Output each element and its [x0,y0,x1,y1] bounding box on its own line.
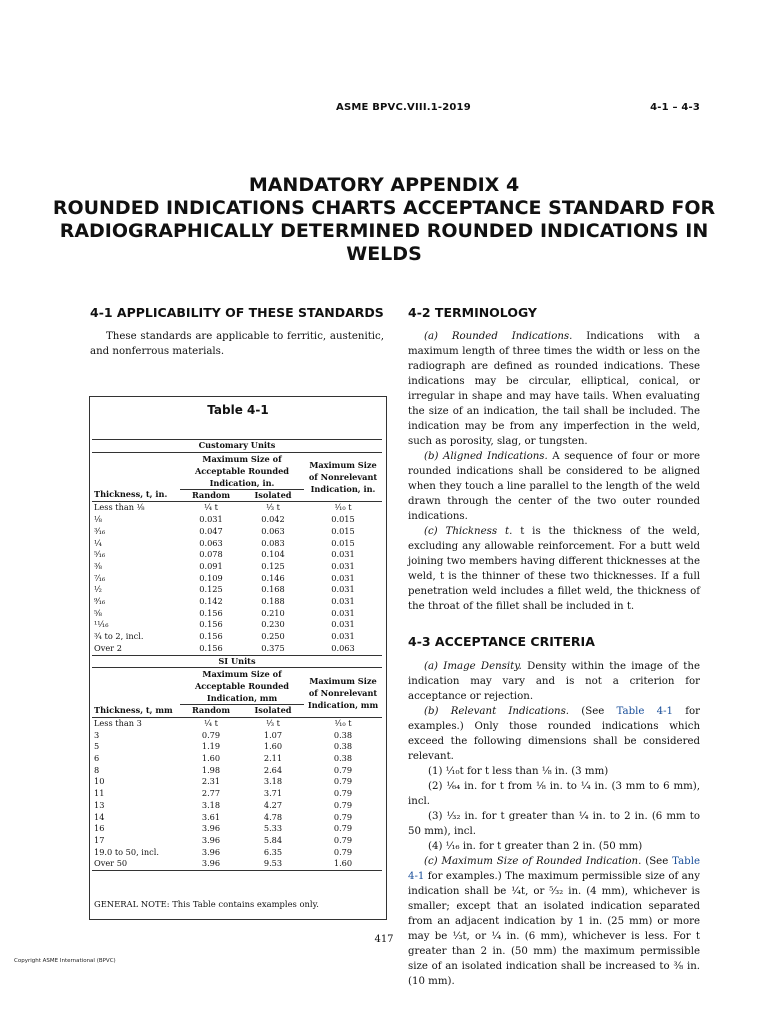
si-cell: 0.38 [333,753,353,764]
title-line-2: ROUNDED INDICATIONS CHARTS ACCEPTANCE STANDARD FOR [52,197,716,219]
customary-cell: 0.031 [331,549,355,560]
si-cell: 16 [94,823,105,834]
criteria-b-label: (b) Relevant Indications. [424,706,570,717]
si-cell: 6 [94,753,100,764]
customary-cell: 0.125 [199,584,223,595]
customary-cell: 0.031 [331,619,355,630]
appendix-title [40,174,728,266]
running-header-title: ASME BPVC.VIII.1-2019 [336,102,471,113]
customary-cell: ³⁄₈ [94,560,102,571]
customary-cell: 0.031 [331,560,355,571]
si-row [92,800,382,812]
table-4-1-grid [92,439,382,871]
customary-cell: ¹⁄₈ [94,514,102,525]
customary-cell: 0.063 [331,642,355,653]
criteria-b-pre: (See [569,706,617,717]
si-cell: 17 [94,834,105,845]
customary-cell: ¹⁄₄ [94,537,102,548]
customary-cell: 0.031 [331,584,355,595]
table-general-note: GENERAL NOTE: This Table contains examples only. [94,899,319,909]
terminology-c [408,524,700,614]
title-line-1: MANDATORY APPENDIX 4 [248,174,520,196]
criteria-b-item-3: (3) ¹⁄₃₂ in. for t greater than ¹⁄₄ in. to 2 in. (6 mm to 50 mm), incl. [408,811,700,837]
si-random-header: Random [180,705,242,718]
si-cell: 0.79 [333,846,353,857]
si-cell: 3.96 [201,858,221,869]
si-cell: 0.79 [333,811,353,822]
customary-cell: 0.156 [199,619,223,630]
criteria-c-label: (c) Maximum Size of Rounded Indication. [424,856,642,867]
si-cell: 0.79 [333,834,353,845]
si-cell: 4.78 [263,811,283,822]
terminology-a-text: Indications with a maximum length of three times the width or less on the radiograph are defined as rounded indications. These indications may be circular, elliptical, conical, or irregular in shape and may have tails. When evaluating the size of an indication, the tail shall be included. The indication may be from any imperfection in the weld, such as porosity, slag, or tungsten. [408,331,701,447]
customary-cell: 0.031 [331,596,355,607]
si-cell: 11 [94,788,105,799]
customary-cell: 0.188 [261,596,285,607]
si-isolated-header: Isolated [242,705,304,718]
si-row [92,765,382,777]
si-cell: 10 [94,776,105,787]
terminology-b-text: A sequence of four or more rounded indications shall be considered to be aligned when they touch a line parallel to the length of the weld drawn through the center of the two outer rounded indications. [408,451,700,522]
si-row [92,812,382,824]
customary-cell: ¹⁄₄ t [204,502,218,513]
customary-cell: 0.156 [199,642,223,653]
customary-cell: ³⁄₁₆ [94,525,106,536]
section-4-1-text: These standards are applicable to ferritic, austenitic, and nonferrous materials. [90,331,384,357]
si-cell: 2.11 [263,753,283,764]
si-cell: 3 [94,729,100,740]
si-cell: 3.18 [263,776,283,787]
section-4-1-heading: 4-1 APPLICABILITY OF THESE STANDARDS [90,305,384,320]
si-cell: 19.0 to 50, incl. [94,846,159,857]
si-cell: 1.60 [333,858,353,869]
si-cell: 0.79 [333,823,353,834]
si-cell: 3.61 [201,811,221,822]
section-4-1-body [90,329,384,359]
si-cell: 0.79 [333,776,353,787]
si-cell: 3.96 [201,834,221,845]
terminology-b-label: (b) Aligned Indications. [424,451,548,462]
section-4-2-body [408,329,700,614]
customary-nonrelevant-header: Maximum Size of Nonrelevant Indication, in. [308,460,378,495]
si-cell: ¹⁄₄ t [204,717,218,728]
customary-row [92,619,382,631]
criteria-b-item-1: (1) ¹⁄₁₀t for t less than ¹⁄₈ in. (3 mm) [428,766,609,777]
customary-cell: 0.047 [199,525,223,536]
table-title: Table 4-1 [207,403,269,417]
customary-cell: ¹⁄₂ [94,584,102,595]
si-nonrelevant-header: Maximum Size of Nonrelevant Indication, mm [307,675,379,710]
si-cell: 0.79 [333,764,353,775]
si-cell: 2.64 [263,764,283,775]
criteria-b-item-4: (4) ¹⁄₁₆ in. for t greater than 2 in. (50 mm) [428,841,643,852]
customary-cell: Less than ¹⁄₈ [94,502,145,513]
customary-cell: 0.210 [261,607,285,618]
copyright-footer: Copyright ASME International (BPVC) [14,958,116,964]
si-cell: 13 [94,799,105,810]
si-cell: 0.38 [333,729,353,740]
si-cell: 2.31 [201,776,221,787]
si-row [92,788,382,800]
si-cell: 1.98 [201,764,221,775]
si-cell: 1.60 [263,741,283,752]
si-cell: 3.96 [201,846,221,857]
customary-cell: 0.375 [261,642,285,653]
customary-cell: ⁹⁄₁₆ [94,596,106,607]
criteria-c-pre: (See [641,856,673,867]
si-cell: Over 50 [94,858,128,869]
si-cell: 6.35 [263,846,283,857]
left-column [90,305,384,359]
customary-cell: 0.078 [199,549,223,560]
si-cell: ¹⁄₃ t [266,717,280,728]
si-max-header: Maximum Size of Acceptable Rounded Indication, mm [194,669,290,704]
customary-row [92,549,382,561]
customary-cell: 0.031 [199,514,223,525]
running-header-section: 4-1 – 4-3 [650,102,700,113]
terminology-c-label: (c) Thickness t. [424,526,513,537]
customary-cell: 0.146 [261,572,285,583]
si-units-label: SI Units [218,655,256,666]
customary-row [92,526,382,538]
customary-cell: 0.142 [199,596,223,607]
customary-row [92,538,382,550]
terminology-c-text: t is the thickness of the weld, excluding any allowable reinforcement. For a butt weld joining two members having different thicknesses at the weld, t is the thinner of these two thicknesses. If a full penetration weld includes a fillet weld, the thickness of the throat of the fillet shall be included in t. [408,526,700,612]
customary-cell: ⁵⁄₁₆ [94,549,106,560]
si-thickness-header: Thickness, t, mm [94,705,173,715]
si-cell: 2.77 [201,788,221,799]
si-row [92,835,382,847]
si-cell: 1.19 [201,741,221,752]
si-cell: 0.79 [201,729,221,740]
customary-row [92,514,382,526]
si-cell: 0.79 [333,788,353,799]
si-cell: 1.60 [201,753,221,764]
customary-row [92,643,382,655]
page-number: 417 [374,934,394,945]
si-cell: 9.53 [263,858,283,869]
customary-cell: 0.031 [331,607,355,618]
customary-cell: 0.063 [199,537,223,548]
customary-cell: 0.156 [199,631,223,642]
customary-cell: ¹⁄₁₀ t [334,502,352,513]
section-4-2-heading: 4-2 TERMINOLOGY [408,305,537,320]
si-row [92,741,382,753]
criteria-b-item-2: (2) ¹⁄₆₄ in. for t from ¹⁄₈ in. to ¹⁄₄ in. (3 mm to 6 mm), incl. [408,781,700,807]
si-cell: 14 [94,811,105,822]
customary-cell: 0.250 [261,631,285,642]
customary-row [92,502,382,514]
customary-row [92,596,382,608]
customary-row [92,631,382,643]
criteria-a [408,659,700,704]
customary-cell: 0.168 [261,584,285,595]
si-cell: 0.38 [333,741,353,752]
si-row [92,730,382,742]
si-cell: 5 [94,741,100,752]
section-4-3-heading: 4-3 ACCEPTANCE CRITERIA [408,634,595,649]
customary-random-header: Random [180,489,242,502]
customary-cell: 0.109 [199,572,223,583]
customary-cell: Over 2 [94,642,122,653]
customary-cell: 0.015 [331,525,355,536]
si-cell: 4.27 [263,799,283,810]
customary-cell: 0.125 [261,560,285,571]
customary-isolated-header: Isolated [242,489,304,502]
table-4-1-link[interactable]: Table 4-1 [616,706,674,717]
customary-max-header: Maximum Size of Acceptable Rounded Indication, in. [194,453,290,488]
customary-cell: 0.083 [261,537,285,548]
terminology-a-label: (a) Rounded Indications. [424,331,573,342]
si-cell: 3.71 [263,788,283,799]
customary-thickness-header: Thickness, t, in. [94,489,168,500]
criteria-b [408,704,700,764]
title-line-3: RADIOGRAPHICALLY DETERMINED ROUNDED INDICATIONS IN [59,220,709,242]
customary-cell: ¹¹⁄₁₆ [94,619,109,630]
customary-cell: 0.156 [199,607,223,618]
si-cell: Less than 3 [94,717,142,728]
customary-row [92,608,382,620]
right-column [408,305,700,989]
customary-cell: 0.104 [261,549,285,560]
si-row [92,823,382,835]
terminology-a [408,329,700,449]
criteria-b-post: for examples.) Only those rounded indications which exceed the following dimensions shall be considered relevant. [408,706,701,762]
criteria-a-text: Density within the image of the indication may vary and is not a criterion for acceptance or rejection. [408,661,700,702]
si-row [92,776,382,788]
customary-row [92,573,382,585]
terminology-b [408,449,700,524]
customary-cell: 0.015 [331,537,355,548]
customary-cell: 0.015 [331,514,355,525]
si-cell: 5.33 [263,823,283,834]
si-cell: 5.84 [263,834,283,845]
criteria-c-post: for examples.) The maximum permissible size of any indication shall be ¹⁄₄t, or ⁵⁄₃₂ in. (4 mm), whichever is smaller; except that an isolated indication separated from an adjacent indication by 1 in. (25 mm) or more may be ¹⁄₃t, or ¹⁄₄ in. (6 mm), whichever is less. For t greater than 2 in. (50 mm) the maximum permissible size of an isolated indication shall be increased to ³⁄₈ in. (10 mm). [408,871,700,987]
customary-cell: 0.091 [199,560,223,571]
table-4-1 [89,396,387,920]
customary-cell: ⁵⁄₈ [94,607,102,618]
criteria-a-label: (a) Image Density. [424,661,522,672]
customary-cell: 0.031 [331,572,355,583]
customary-cell: ⁷⁄₁₆ [94,572,106,583]
si-row [92,753,382,765]
customary-cell: 0.042 [261,514,285,525]
customary-cell: 0.230 [261,619,285,630]
si-cell: ¹⁄₁₀ t [334,717,352,728]
title-line-4: WELDS [346,243,422,265]
si-cell: 3.18 [201,799,221,810]
customary-cell: 0.031 [331,631,355,642]
si-cell: 8 [94,764,100,775]
si-cell: 0.79 [333,799,353,810]
customary-row [92,561,382,573]
si-row [92,847,382,859]
customary-cell: ¹⁄₃ t [266,502,280,513]
customary-units-label: Customary Units [198,440,276,450]
customary-cell: 0.063 [261,525,285,536]
table-4-1-link-2[interactable]: Table 4-1 [408,856,700,882]
customary-cell: ³⁄₄ to 2, incl. [94,631,144,642]
si-row [92,717,382,729]
customary-row [92,584,382,596]
criteria-c [408,854,700,989]
si-row [92,858,382,870]
si-cell: 1.07 [263,729,283,740]
si-cell: 3.96 [201,823,221,834]
